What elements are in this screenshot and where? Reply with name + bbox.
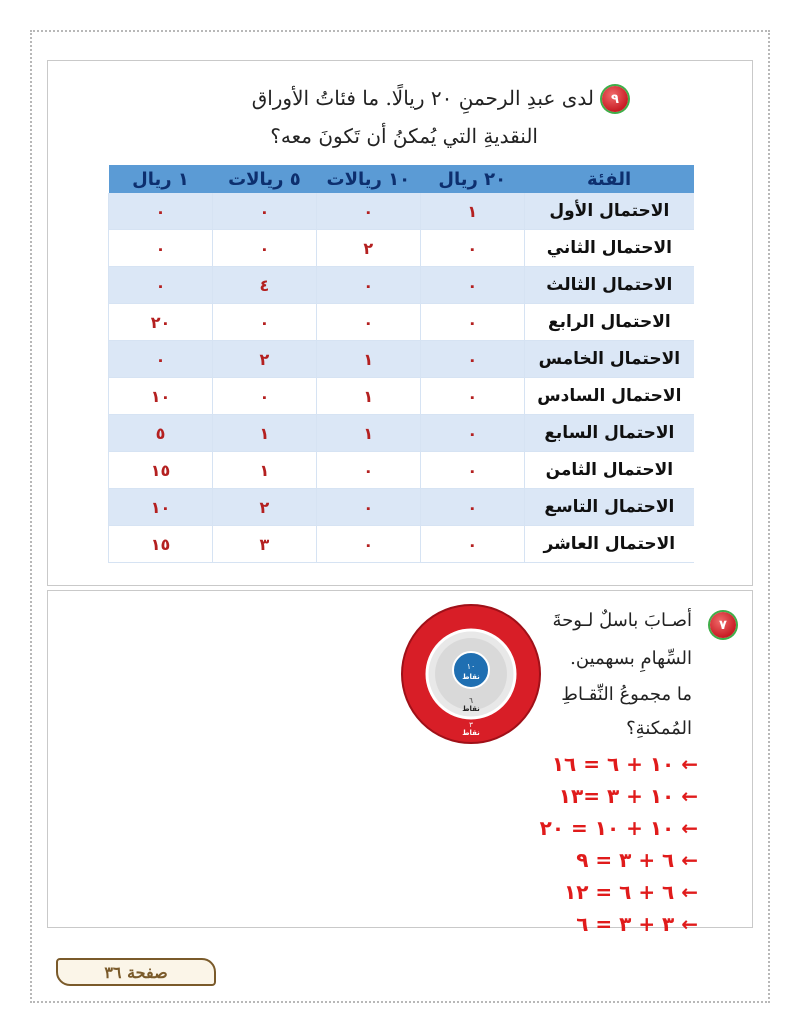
table-cell: ١ [316, 415, 420, 452]
column-header: ١ ريال [109, 165, 213, 193]
answer-line: ← ٦ + ٣ = ٩ [576, 848, 698, 872]
column-header: ١٠ ريالات [316, 165, 420, 193]
table-header-row [109, 165, 695, 193]
table-row [109, 267, 695, 304]
question-number-badge: ٧ [710, 612, 736, 638]
table-cell: ٢ [212, 489, 316, 526]
column-header: الفئة [524, 165, 694, 193]
question-text-line1: أصـابَ باسلٌ لـوحةَ [552, 610, 692, 631]
target-middle-value: ٦ [469, 697, 473, 705]
answer-line: ← ٣ + ٣ = ٦ [576, 912, 698, 936]
answer-line: ← ١٠ + ١٠ = ٢٠ [539, 816, 698, 840]
row-label: الاحتمال الثاني [524, 230, 694, 267]
table-cell: ١ [420, 193, 524, 230]
table-cell: ٠ [316, 193, 420, 230]
table-cell: ٠ [420, 489, 524, 526]
table-row [109, 415, 695, 452]
target-outer-value: ٣ [469, 721, 473, 729]
answer-line: ← ٦ + ٦ = ١٢ [564, 880, 698, 904]
table-cell: ٠ [420, 304, 524, 341]
table-cell: ٢ [212, 341, 316, 378]
row-label: الاحتمال الأول [524, 193, 694, 230]
question-number-badge: ٩ [602, 86, 628, 112]
table-cell: ٥ [109, 415, 213, 452]
table-cell: ٠ [109, 230, 213, 267]
table-cell: ٠ [420, 230, 524, 267]
row-label: الاحتمال العاشر [524, 526, 694, 563]
table-cell: ١٠ [109, 378, 213, 415]
page-number-tab: صفحة ٣٦ [56, 958, 216, 986]
table-cell: ٠ [212, 304, 316, 341]
table-cell: ١ [212, 452, 316, 489]
question-text-line4: المُمكنةِ؟ [626, 718, 692, 739]
table-cell: ٠ [316, 526, 420, 563]
table-row [109, 304, 695, 341]
column-header: ٢٠ ريال [420, 165, 524, 193]
table-cell: ٣ [212, 526, 316, 563]
table-cell: ١ [316, 341, 420, 378]
table-row [109, 489, 695, 526]
table-cell: ١٥ [109, 452, 213, 489]
target-outer-unit: نقاط [462, 729, 480, 737]
answer-line: ← ١٠ + ٣ =١٣ [558, 784, 698, 808]
row-label: الاحتمال الخامس [524, 341, 694, 378]
table-cell: ٠ [109, 341, 213, 378]
table-cell: ٠ [316, 452, 420, 489]
row-label: الاحتمال الثامن [524, 452, 694, 489]
question-text-line1: لدى عبدِ الرحمنِ ٢٠ ريالًا. ما فئاتُ الأوراق [251, 86, 594, 110]
money-possibilities-table [108, 165, 694, 563]
table-row [109, 452, 695, 489]
table-cell: ٢٠ [109, 304, 213, 341]
row-label: الاحتمال التاسع [524, 489, 694, 526]
question-text-line2: النقديةِ التي يُمكنُ أن تَكونَ معه؟ [270, 124, 538, 148]
table-cell: ٢ [316, 230, 420, 267]
table-cell: ٠ [316, 489, 420, 526]
table-cell: ٠ [212, 193, 316, 230]
table-cell: ١ [212, 415, 316, 452]
table-cell: ٠ [316, 267, 420, 304]
table-cell: ٠ [109, 267, 213, 304]
table-cell: ٠ [212, 230, 316, 267]
dartboard-target-icon [400, 603, 542, 745]
table-row [109, 526, 695, 563]
table-cell: ٤ [212, 267, 316, 304]
question-text-line3: ما مجموعُ النِّقـاطِ [561, 684, 692, 705]
table-row [109, 378, 695, 415]
table-row [109, 341, 695, 378]
question-text-line2: السِّهامِ بسهمين. [570, 648, 692, 669]
table-cell: ١٠ [109, 489, 213, 526]
table-cell: ٠ [109, 193, 213, 230]
table-cell: ٠ [316, 304, 420, 341]
row-label: الاحتمال الثالث [524, 267, 694, 304]
row-label: الاحتمال السادس [524, 378, 694, 415]
table-cell: ٠ [212, 378, 316, 415]
table-cell: ٠ [420, 267, 524, 304]
target-inner-value: ١٠ [466, 662, 476, 671]
answer-line: ← ١٠ + ٦ = ١٦ [551, 752, 698, 776]
target-middle-unit: نقاط [462, 705, 480, 713]
table-cell: ٠ [420, 378, 524, 415]
table-row [109, 230, 695, 267]
table-cell: ١٥ [109, 526, 213, 563]
table-cell: ٠ [420, 452, 524, 489]
table-cell: ٠ [420, 341, 524, 378]
table-cell: ٠ [420, 415, 524, 452]
column-header: ٥ ريالات [212, 165, 316, 193]
table-row [109, 193, 695, 230]
table-cell: ٠ [420, 526, 524, 563]
table-cell: ١ [316, 378, 420, 415]
target-inner-unit: نقاط [462, 673, 480, 681]
row-label: الاحتمال السابع [524, 415, 694, 452]
row-label: الاحتمال الرابع [524, 304, 694, 341]
